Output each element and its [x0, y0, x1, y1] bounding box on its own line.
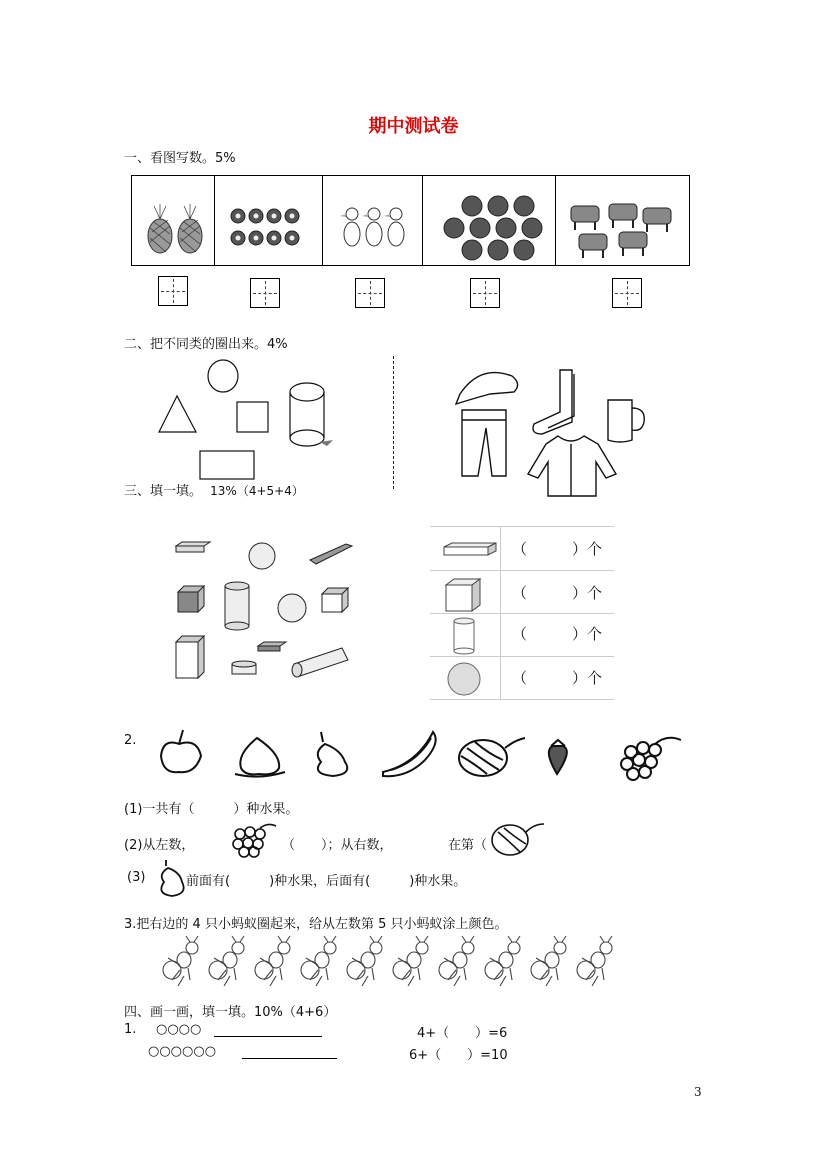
- shirt-icon: [528, 436, 616, 496]
- count-answer[interactable]: （ ）个: [512, 540, 603, 558]
- question-2-3a: (3): [127, 870, 146, 885]
- clothing-group: [450, 364, 660, 500]
- question-2-2b: （ ）；从右数，: [282, 838, 393, 853]
- cuboid-tall-icon: [176, 636, 204, 678]
- count-answer[interactable]: （ ）个: [512, 584, 603, 602]
- rectangle-shape: [200, 451, 254, 479]
- cuboid-flat-icon: [442, 541, 498, 561]
- count-table: [430, 526, 614, 700]
- pear-icon: [318, 732, 347, 776]
- cuboid-long-icon: [310, 544, 352, 564]
- page-title: 期中测试卷: [368, 116, 459, 137]
- cuboid-flat-icon: [176, 542, 210, 546]
- duck-icon: [340, 204, 410, 254]
- cap-icon: [456, 373, 518, 404]
- square-shape: [237, 402, 268, 432]
- section-3-heading: 三、填一填。 13%（4+5+4）: [124, 484, 304, 499]
- divider: [393, 356, 394, 489]
- pear-icon: [154, 858, 190, 898]
- ant-icon: [255, 936, 290, 986]
- question-2-3b: 前面有( )种水果，后面有( )种水果。: [186, 874, 467, 889]
- section-2-heading: 二、把不同类的圈出来。4%: [124, 337, 288, 352]
- cylinder-icon: [452, 617, 480, 657]
- circles-row-1: ○○○○: [156, 1022, 202, 1037]
- answer-box[interactable]: [250, 278, 280, 308]
- picture-count-table: [131, 175, 690, 266]
- ant-icon: [577, 936, 612, 986]
- fruits-row: [155, 724, 695, 784]
- cuboid-flat-icon: [258, 642, 286, 646]
- watermelon-icon: [459, 738, 525, 776]
- solids-group: [170, 530, 360, 690]
- answer-box[interactable]: [470, 278, 500, 308]
- strawberry-icon: [549, 740, 567, 774]
- answer-box[interactable]: [158, 276, 188, 306]
- cow-icon: [569, 200, 679, 262]
- equation-2: 6+（ ）=10: [409, 1048, 508, 1063]
- apple-icon: [161, 730, 201, 772]
- watermelon-icon: [490, 818, 546, 858]
- cylinder-icon: [225, 582, 249, 630]
- question-2-1: (1)一共有（ ）种水果。: [124, 802, 299, 817]
- peach-icon: [235, 738, 285, 777]
- page-number: 3: [694, 1085, 702, 1099]
- shapes-group: [155, 358, 345, 483]
- cylinder-lying-icon: [292, 648, 348, 677]
- answer-box[interactable]: [612, 278, 642, 308]
- ant-icon: [485, 936, 520, 986]
- grapes-icon: [621, 738, 681, 780]
- sphere-icon: [249, 543, 275, 569]
- drawing-line-2[interactable]: [242, 1042, 337, 1059]
- circles-row-2: ○○○○○○: [148, 1044, 217, 1059]
- ant-icon: [439, 936, 474, 986]
- cylinder-small-icon: [232, 661, 256, 674]
- triangle-shape: [159, 396, 196, 432]
- pineapple-icon: [142, 204, 212, 254]
- sphere-icon: [446, 661, 486, 697]
- cube-icon: [178, 592, 198, 612]
- count-answer[interactable]: （ ）个: [512, 669, 603, 687]
- ant-icon: [393, 936, 428, 986]
- equation-1: 4+（ ）=6: [417, 1026, 508, 1041]
- cup-icon: [608, 400, 644, 442]
- drawing-line-1[interactable]: [214, 1020, 322, 1037]
- ant-icon: [163, 936, 198, 986]
- socks-icon: [533, 370, 574, 434]
- pants-icon: [462, 410, 506, 476]
- question-3: 3.把右边的 4 只小蚂蚁圈起来，给从左数第 5 只小蚂蚁涂上颜色。: [124, 917, 508, 932]
- question-4-1-label: 1.: [124, 1022, 137, 1037]
- sphere-icon: [278, 594, 306, 622]
- banana-icon: [383, 732, 436, 776]
- flower-icon: [228, 206, 308, 246]
- apple-icon: [440, 194, 550, 266]
- cylinder-shape: [290, 383, 324, 446]
- ants-row: [160, 936, 620, 992]
- count-answer[interactable]: （ ）个: [512, 625, 603, 643]
- section-4-heading: 四、画一画，填一填。10%（4+6）: [124, 1005, 337, 1020]
- question-2-2c: 在第（: [448, 838, 488, 853]
- cube-icon: [322, 594, 342, 612]
- question-2-2a: (2)从左数，: [124, 838, 195, 853]
- ant-icon: [347, 936, 382, 986]
- ant-icon: [301, 936, 336, 986]
- cube-icon: [444, 577, 484, 613]
- ant-icon: [531, 936, 566, 986]
- question-2-label: 2.: [124, 733, 137, 748]
- grapes-icon: [230, 818, 280, 858]
- answer-box[interactable]: [355, 278, 385, 308]
- section-1-heading: 一、看图写数。5%: [124, 151, 236, 166]
- circle-shape: [208, 360, 238, 392]
- ant-icon: [209, 936, 244, 986]
